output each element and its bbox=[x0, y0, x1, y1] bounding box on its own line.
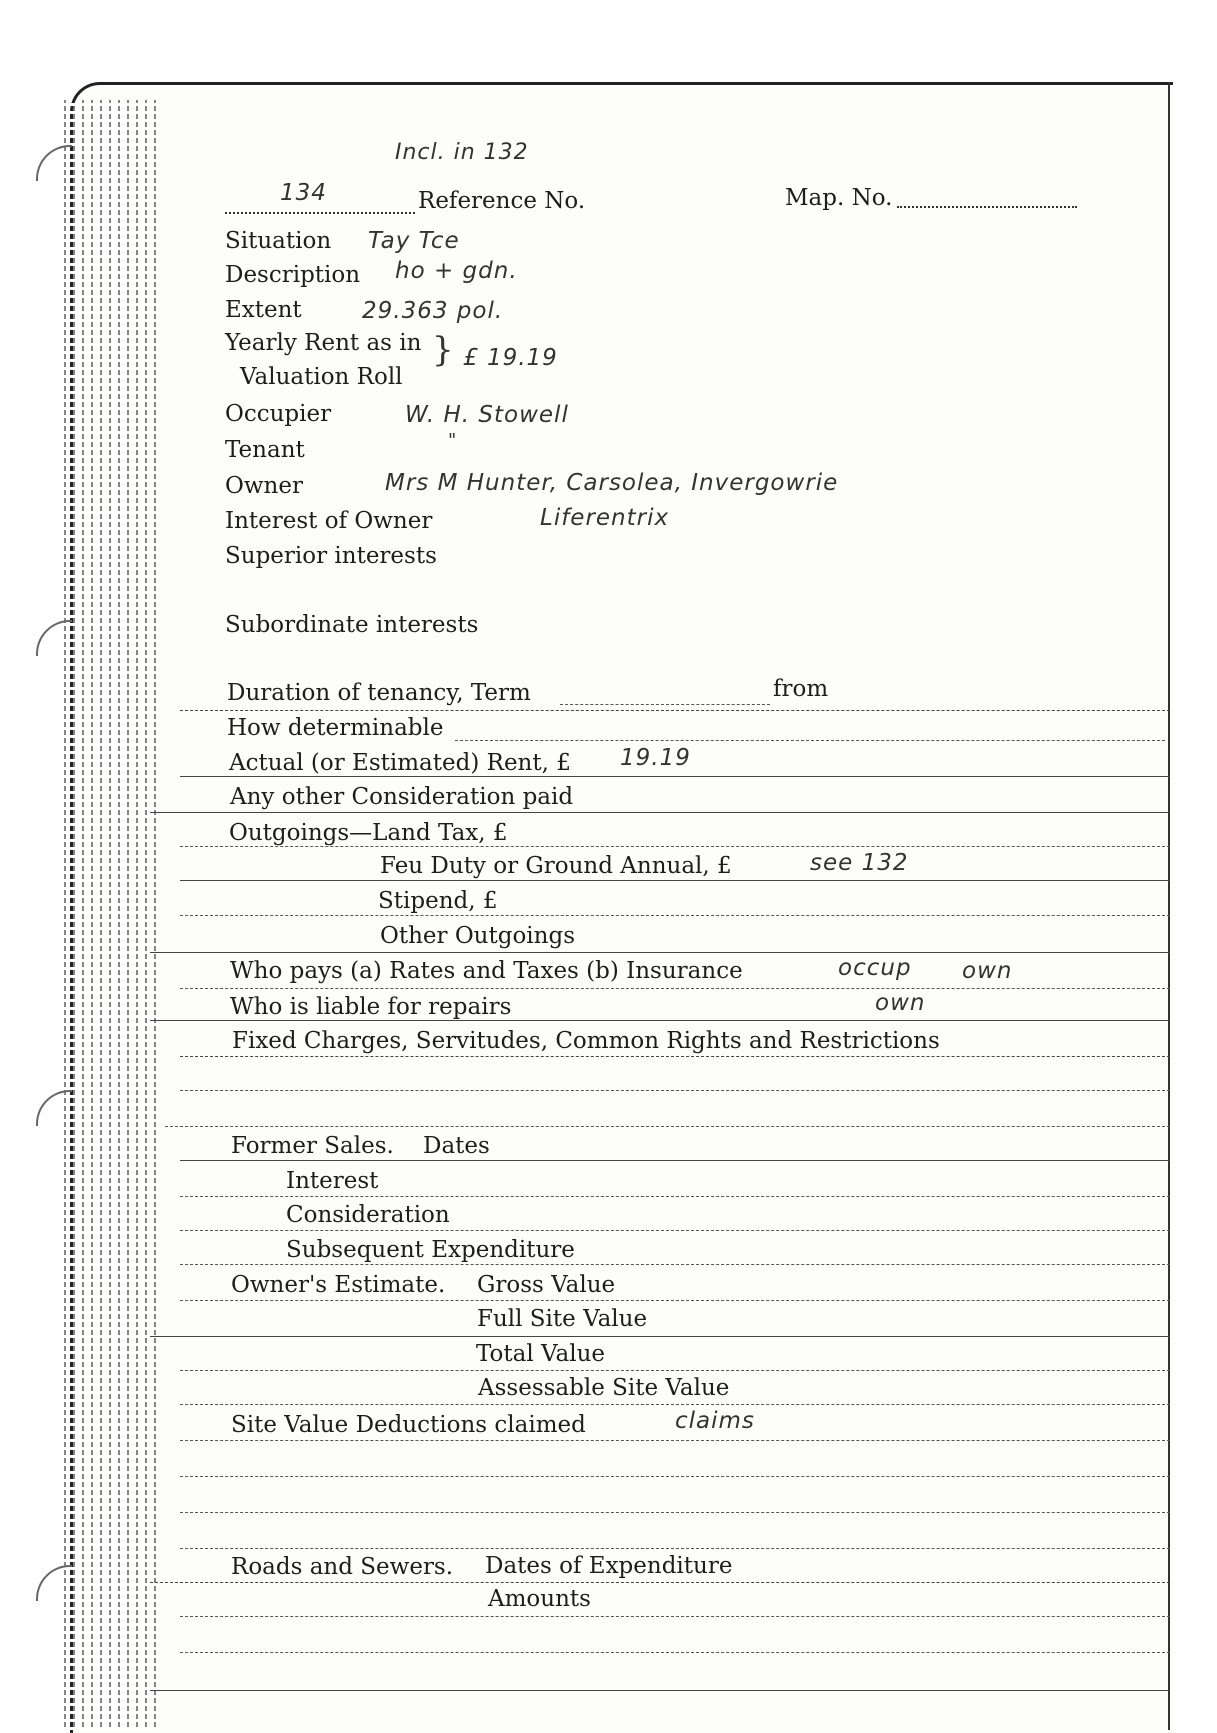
row-separator bbox=[150, 1336, 1170, 1337]
former-sales-dates-label: Dates bbox=[423, 1133, 490, 1159]
yearly-rent-label: Yearly Rent as in bbox=[225, 330, 422, 356]
roads-dates-label: Dates of Expenditure bbox=[485, 1553, 733, 1579]
row-separator bbox=[180, 846, 1170, 847]
row-separator bbox=[150, 1582, 1170, 1583]
row-separator bbox=[180, 1512, 1170, 1513]
punch-hole bbox=[36, 145, 72, 181]
description-value: ho + gdn. bbox=[395, 258, 518, 284]
brace-symbol: } bbox=[432, 330, 454, 370]
row-separator bbox=[180, 1056, 1170, 1057]
row-separator bbox=[180, 1652, 1170, 1653]
occupier-value: W. H. Stowell bbox=[405, 402, 569, 428]
tenant-value: " bbox=[448, 430, 458, 451]
how-determinable-label: How determinable bbox=[227, 715, 444, 741]
row-separator bbox=[150, 812, 1170, 813]
row-separator bbox=[180, 915, 1170, 916]
other-outgoings-label: Other Outgoings bbox=[380, 923, 576, 949]
owners-estimate-label: Owner's Estimate. bbox=[231, 1272, 446, 1298]
who-pays-rates-value: occup bbox=[838, 955, 912, 981]
full-site-value-label: Full Site Value bbox=[477, 1306, 648, 1332]
row-separator bbox=[180, 1230, 1170, 1231]
interest-of-owner-label: Interest of Owner bbox=[225, 508, 433, 534]
land-tax-label: Outgoings—Land Tax, £ bbox=[229, 820, 508, 846]
row-separator bbox=[150, 1020, 1170, 1021]
feu-duty-value: see 132 bbox=[810, 850, 909, 876]
row-separator bbox=[150, 952, 1170, 953]
feu-duty-label: Feu Duty or Ground Annual, £ bbox=[380, 853, 732, 879]
row-separator bbox=[180, 1196, 1170, 1197]
punch-hole bbox=[36, 620, 72, 656]
map-dotted-line bbox=[897, 206, 1077, 208]
subsequent-expenditure-label: Subsequent Expenditure bbox=[286, 1237, 575, 1263]
row-separator bbox=[455, 740, 1165, 741]
who-pays-insurance-value: own bbox=[962, 958, 1013, 984]
row-separator bbox=[180, 1616, 1170, 1617]
row-separator bbox=[150, 1690, 1170, 1691]
stipend-label: Stipend, £ bbox=[378, 888, 498, 914]
row-separator bbox=[180, 1264, 1170, 1265]
actual-rent-value: 19.19 bbox=[620, 745, 691, 771]
occupier-label: Occupier bbox=[225, 401, 332, 427]
interest-of-owner-value: Liferentrix bbox=[540, 505, 670, 531]
deductions-label: Site Value Deductions claimed bbox=[231, 1412, 586, 1438]
repairs-label: Who is liable for repairs bbox=[230, 994, 512, 1020]
row-separator bbox=[180, 1548, 1170, 1549]
binding-spine-gaps bbox=[64, 100, 156, 1730]
row-separator bbox=[180, 1440, 1170, 1441]
fixed-charges-label: Fixed Charges, Servitudes, Common Rights and Restrictions bbox=[232, 1028, 940, 1054]
punch-hole bbox=[36, 1090, 72, 1126]
roads-amounts-label: Amounts bbox=[488, 1586, 591, 1612]
deductions-value: claims bbox=[675, 1408, 755, 1434]
row-separator bbox=[165, 1126, 1170, 1127]
interest-label: Interest bbox=[286, 1168, 379, 1194]
reference-dotted-line bbox=[225, 212, 415, 214]
valuation-roll-label: Valuation Roll bbox=[240, 364, 403, 390]
other-consideration-label: Any other Consideration paid bbox=[230, 784, 574, 810]
total-value-label: Total Value bbox=[476, 1341, 606, 1367]
tenant-label: Tenant bbox=[225, 437, 305, 463]
included-note: Incl. in 132 bbox=[395, 140, 529, 165]
map-label: Map. No. bbox=[785, 185, 893, 211]
duration-dashed-line bbox=[560, 704, 770, 705]
subordinate-interests-label: Subordinate interests bbox=[225, 612, 479, 638]
row-separator bbox=[180, 776, 1170, 777]
assessable-site-value-label: Assessable Site Value bbox=[478, 1375, 730, 1401]
gross-value-label: Gross Value bbox=[477, 1272, 616, 1298]
punch-hole bbox=[36, 1565, 72, 1601]
owner-value: Mrs M Hunter, Carsolea, Invergowrie bbox=[385, 470, 839, 496]
superior-interests-label: Superior interests bbox=[225, 543, 437, 569]
row-separator bbox=[180, 1476, 1170, 1477]
row-separator bbox=[180, 880, 1170, 881]
roads-sewers-label: Roads and Sewers. bbox=[231, 1554, 454, 1580]
row-separator bbox=[180, 1300, 1170, 1301]
repairs-value: own bbox=[875, 990, 926, 1016]
who-pays-label: Who pays (a) Rates and Taxes (b) Insurance bbox=[230, 958, 743, 984]
from-label: from bbox=[773, 676, 829, 702]
row-separator bbox=[180, 710, 1170, 711]
row-separator bbox=[180, 1160, 1170, 1161]
situation-label: Situation bbox=[225, 228, 332, 254]
reference-label: Reference No. bbox=[418, 188, 586, 214]
consideration-label: Consideration bbox=[286, 1202, 450, 1228]
row-separator bbox=[180, 1370, 1170, 1371]
former-sales-label: Former Sales. bbox=[231, 1133, 394, 1159]
yearly-rent-value: £ 19.19 bbox=[463, 345, 558, 371]
description-label: Description bbox=[225, 262, 361, 288]
situation-value: Tay Tce bbox=[368, 228, 460, 254]
duration-label: Duration of tenancy, Term bbox=[227, 680, 531, 706]
reference-number: 134 bbox=[280, 180, 327, 206]
row-separator bbox=[180, 1090, 1170, 1091]
row-separator bbox=[180, 988, 1170, 989]
owner-label: Owner bbox=[225, 473, 303, 499]
extent-label: Extent bbox=[225, 297, 302, 323]
actual-rent-label: Actual (or Estimated) Rent, £ bbox=[229, 750, 571, 776]
row-separator bbox=[180, 1404, 1170, 1405]
sheet-right-edge bbox=[1168, 82, 1170, 1730]
extent-value: 29.363 pol. bbox=[362, 298, 504, 324]
